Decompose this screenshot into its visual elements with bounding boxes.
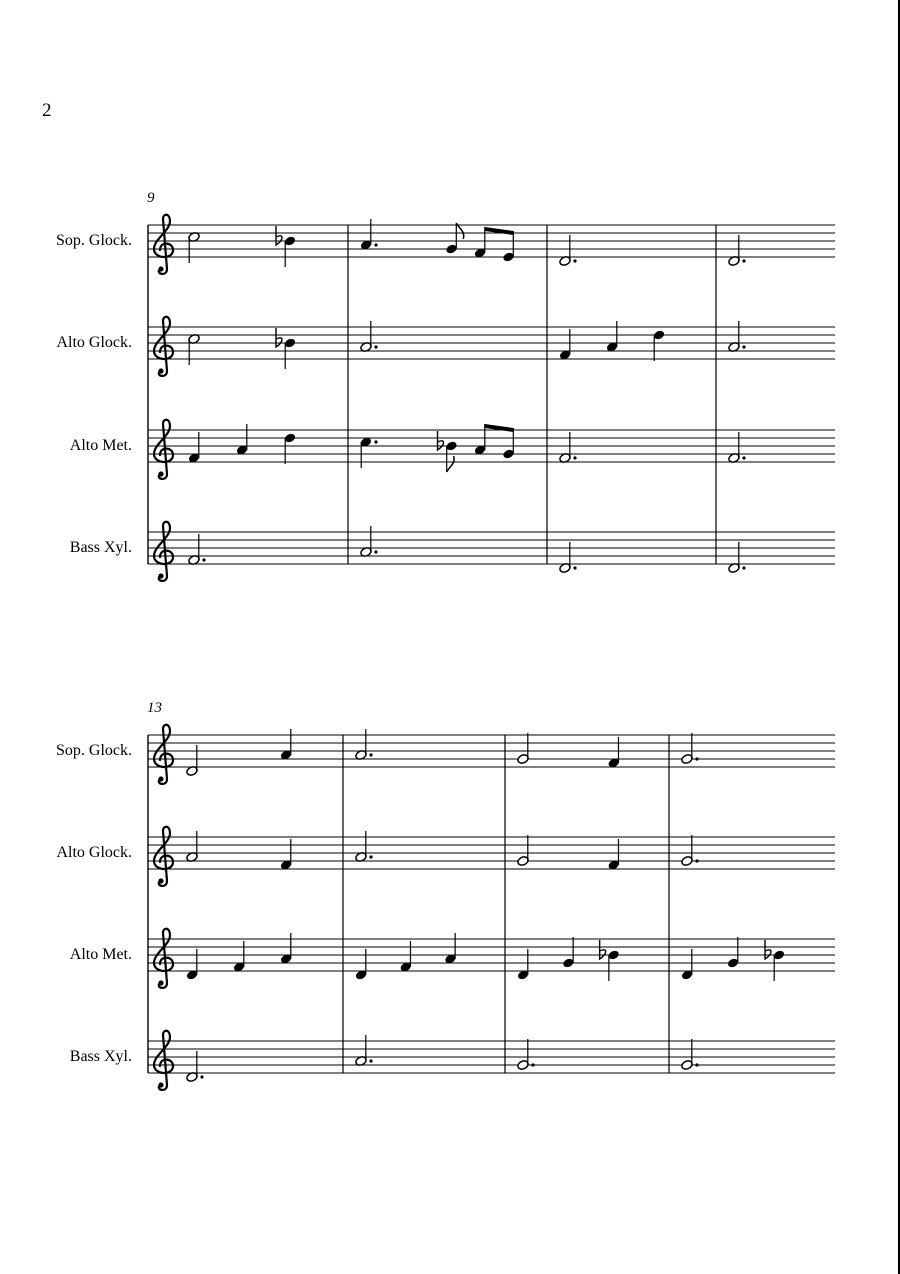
- clef-dot: [158, 980, 163, 985]
- dot: [200, 1075, 203, 1078]
- clef-dot: [158, 471, 163, 476]
- dot: [742, 456, 745, 459]
- dot: [695, 757, 698, 760]
- instrument-label: Sop. Glock.: [56, 232, 132, 249]
- clef-dot: [158, 1082, 163, 1087]
- dot: [531, 1063, 534, 1066]
- treble-clef-icon: [154, 929, 173, 988]
- clef-stroke: [154, 1031, 173, 1090]
- dot: [742, 259, 745, 262]
- treble-clef-icon: [154, 1031, 173, 1090]
- flat-sign: [276, 226, 282, 245]
- flat-sign: [600, 940, 606, 959]
- clef-stroke: [154, 215, 173, 274]
- instrument-label: Bass Xyl.: [69, 539, 132, 556]
- instrument-label: Alto Glock.: [56, 844, 132, 861]
- clef-dot: [158, 368, 163, 373]
- dot: [369, 753, 372, 756]
- dot: [695, 1063, 698, 1066]
- flat-sign: [276, 328, 282, 347]
- clef-dot: [158, 266, 163, 271]
- flat-sign: [765, 940, 771, 959]
- flat-sign: [438, 431, 444, 450]
- instrument-label: Alto Met.: [69, 946, 132, 963]
- clef-stroke: [154, 522, 173, 581]
- clef-stroke: [154, 929, 173, 988]
- instrument-label: Alto Glock.: [56, 334, 132, 351]
- instrument-label: Sop. Glock.: [56, 742, 132, 759]
- measure-number: 13: [147, 700, 162, 716]
- clef-stroke: [154, 827, 173, 886]
- clef-stroke: [154, 420, 173, 479]
- beam: [485, 227, 514, 235]
- clef-dot: [158, 573, 163, 578]
- treble-clef-icon: [154, 317, 173, 376]
- dot: [202, 558, 205, 561]
- dot: [369, 855, 372, 858]
- instrument-label: Alto Met.: [69, 437, 132, 454]
- treble-clef-icon: [154, 215, 173, 274]
- page-number: 2: [42, 100, 52, 121]
- clef-dot: [158, 878, 163, 883]
- note-flag: [447, 456, 454, 472]
- dot: [573, 566, 576, 569]
- dot: [374, 345, 377, 348]
- treble-clef-icon: [154, 827, 173, 886]
- dot: [742, 345, 745, 348]
- measure-number: 9: [147, 190, 155, 206]
- treble-clef-icon: [154, 522, 173, 581]
- dot: [695, 859, 698, 862]
- dot: [374, 550, 377, 553]
- treble-clef-icon: [154, 725, 173, 784]
- beam: [485, 424, 514, 432]
- clef-stroke: [154, 317, 173, 376]
- dot: [369, 1059, 372, 1062]
- dot: [374, 440, 377, 443]
- instrument-label: Bass Xyl.: [69, 1048, 132, 1065]
- clef-stroke: [154, 725, 173, 784]
- treble-clef-icon: [154, 420, 173, 479]
- dot: [374, 243, 377, 246]
- clef-dot: [158, 776, 163, 781]
- dot: [573, 456, 576, 459]
- dot: [573, 259, 576, 262]
- dot: [742, 566, 745, 569]
